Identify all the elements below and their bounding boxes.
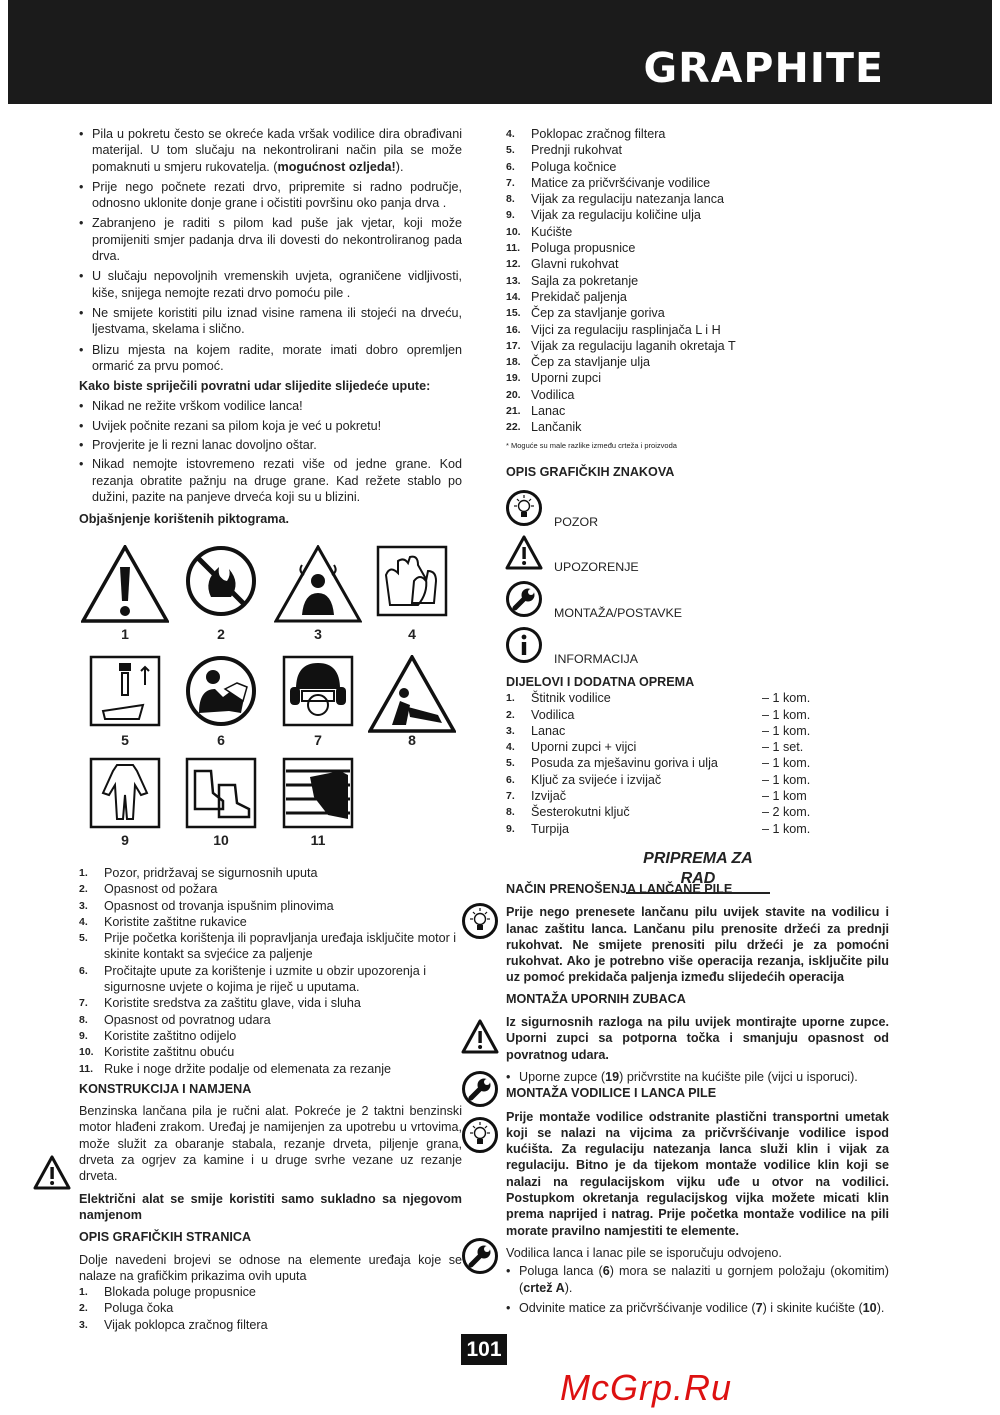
- wrench-icon: [505, 580, 545, 620]
- item-number: 2.: [506, 708, 515, 721]
- list-item: 4. Poklopac zračnog filtera: [506, 127, 666, 141]
- right-column-lower: [506, 881, 889, 1316]
- pictogram-heading: Objašnjenje korištenih piktograma.: [79, 512, 289, 527]
- sign-label: INFORMACIJA: [554, 652, 638, 666]
- list-item: • Prije nego počnete rezati drvo, pripremite si radno područje, odnosno uklonite donje grane i očistiti površinu oko panja drva .: [79, 179, 462, 212]
- item-number: 20.: [506, 388, 521, 401]
- sign-item: [505, 534, 639, 578]
- pictogram: [81, 545, 169, 642]
- brand-logo: GRAPHITE: [643, 44, 884, 92]
- list-item: [506, 739, 889, 755]
- list-item: [506, 755, 889, 771]
- wrench-icon: [461, 1070, 499, 1108]
- construction-text: Benzinska lančana pila je ručni alat. Pokreće je 2 taktni benzinski motor hlađeni zrakom. Uređaj je namijenjen za upotrebu u vrtovima, može služit za obaranje stabala, rezanje drveta, piljenje grana, drveta za ogrjev za kamine i u druge svrhe vezane uz rezanje drveta.: [79, 1104, 462, 1184]
- watermark: McGrp.Ru: [560, 1367, 733, 1408]
- warning-exclamation-icon: [81, 545, 169, 625]
- left-column-lower: [79, 865, 462, 1333]
- list-item: 14. Prekidač paljenja: [506, 289, 627, 304]
- quantity: – 2 kom.: [762, 805, 811, 820]
- page-header: [8, 0, 992, 104]
- list-item: 15. Čep za stavljanje goriva: [506, 306, 665, 321]
- safety-boots-icon: [185, 757, 257, 829]
- list-item: • Zabranjeno je raditi s pilom kad puše jak vjetar, koji može promijeniti smjer padanja drva ili dovesti do nekontroliranog pada drva.: [79, 215, 462, 264]
- safety-bullets: [79, 126, 462, 374]
- lightbulb-icon: [505, 489, 545, 529]
- pictogram-number: 5: [121, 732, 129, 748]
- item-number: 8.: [79, 1013, 88, 1026]
- list-item: 6. Pročitajte upute za korištenje i uzmite u obzir upozorenja i sigurnosne uvjete o kojima je riječ u uputama.: [79, 963, 427, 995]
- list-item: 10. Kućište: [506, 224, 573, 239]
- pictogram: [282, 655, 354, 748]
- pictogram-number: 8: [408, 732, 416, 748]
- item-number: 3.: [79, 899, 88, 912]
- item-number: 1.: [506, 692, 515, 705]
- item-number: 9.: [79, 1029, 88, 1042]
- item-number: 7.: [79, 997, 88, 1010]
- pictogram: [89, 757, 161, 848]
- lightbulb-icon: [461, 1116, 499, 1154]
- list-item: 2. Poluga čoka: [79, 1301, 174, 1316]
- bar-bullets: [506, 1263, 889, 1316]
- bar-text: Prije montaže vodilice odstranite plastični transportni umetak koji se nalazi na vijcima za pričvršćivanje vodilice ispod kućišta. Za regulaciju natezanja lanca služi klin i vijak za regulaciju. Bitno je da tijekom montaže vodilice klin koji se nalazi na regulacijskom vijku uđe u otvor na vodilici. Postupkom okretanja regulacijskog vijka možete micati klin prema naprijed i natrag. Prije početka montaže vodilice na pili morate pravilno namjestiti te elemente.: [506, 1109, 889, 1238]
- list-item: 1. Blokada poluge propusnice: [79, 1285, 256, 1300]
- list-item: • Odvinite matice za pričvršćivanje vodilice (7) i skinite kućište (10).: [506, 1300, 889, 1316]
- list-item: • Uvijek počnite rezani sa pilom koja je već u pokretu!: [79, 418, 462, 434]
- pictogram-number: 4: [408, 626, 416, 642]
- list-item: 18. Čep za stavljanje ulja: [506, 355, 651, 370]
- spikes-text: Iz sigurnosnih razloga na pilu uvijek montirajte uporne zupce. Uporni zupci sa potporna točka i smanjuju opasnost od povratnog udara.: [506, 1015, 889, 1062]
- item-number: 6.: [506, 773, 515, 786]
- list-item: 9. Vijak za regulaciju količine ulja: [506, 208, 701, 223]
- construction-warning: Električni alat se smije koristiti samo sukladno sa njegovom namjenom: [79, 1191, 462, 1222]
- list-item: 16. Vijci za regulaciju rasplinjača L i H: [506, 322, 721, 337]
- list-item: 5. Prednji rukohvat: [506, 143, 623, 158]
- pictogram: [376, 545, 448, 642]
- pictogram-number: 2: [217, 626, 225, 642]
- list-item: [506, 821, 889, 837]
- item-number: 19.: [506, 372, 521, 385]
- quantity: – 1 kom.: [762, 756, 811, 771]
- footnote: * Moguće su male razlike između crteža i proizvoda: [506, 440, 677, 450]
- item-name: Vodilica: [531, 707, 575, 722]
- kickback-icon: [368, 655, 456, 735]
- item-number: 4.: [79, 915, 88, 928]
- list-item: 20. Vodilica: [506, 387, 575, 402]
- item-number: 13.: [506, 274, 521, 287]
- list-item: • Ne smijete koristiti pilu iznad visine ramena ili stojeći na drveću, ljestvama, skelama i slično.: [79, 305, 462, 338]
- item-number: 10.: [79, 1046, 94, 1059]
- list-item: • Uporne zupce (19) pričvrstite na kućište pile (vijci u isporuci).: [506, 1069, 889, 1085]
- page-number: 101: [461, 1334, 507, 1365]
- item-number: 15.: [506, 307, 521, 320]
- list-item: 12. Glavni rukohvat: [506, 257, 619, 272]
- pictogram-number: 3: [314, 626, 322, 642]
- spikes-bullets: [506, 1069, 889, 1085]
- list-item: 3. Opasnost od trovanja ispušnim plinovima: [79, 898, 334, 913]
- quantity: – 1 kom.: [762, 772, 811, 787]
- item-number: 3.: [506, 724, 515, 737]
- pictogram: [89, 655, 161, 748]
- item-name: Uporni zupci + vijci: [531, 740, 637, 755]
- pictogram-number: 9: [121, 832, 129, 848]
- item-number: 11.: [506, 242, 521, 255]
- quantity: – 1 kom: [762, 789, 807, 804]
- pictogram-number: 11: [310, 832, 326, 848]
- warning-triangle-icon: [33, 1154, 71, 1192]
- sign-item: [505, 626, 638, 670]
- item-number: 5.: [506, 144, 515, 157]
- parts-list-continued: [506, 126, 889, 436]
- item-number: 7.: [506, 176, 515, 189]
- list-item: 3. Vijak poklopca zračnog filtera: [79, 1317, 268, 1332]
- list-item: • Provjerite je li rezni lanac dovoljno oštar.: [79, 437, 462, 453]
- item-number: 8.: [506, 193, 515, 206]
- graphic-pages-heading: OPIS GRAFIČKIH STRANICA: [79, 1230, 252, 1245]
- list-item: • Blizu mjesta na kojem radite, morate imati dobro opremljen ormarić za prvu pomoć.: [79, 342, 462, 375]
- item-number: 5.: [506, 757, 515, 770]
- item-number: 9.: [506, 209, 515, 222]
- item-name: Posuda za mješavinu goriva i ulja: [531, 756, 718, 771]
- protective-suit-icon: [89, 757, 161, 829]
- item-number: 6.: [79, 964, 88, 977]
- item-number: 6.: [506, 160, 515, 173]
- parts-list-start: [79, 1284, 462, 1333]
- list-item: 19. Uporni zupci: [506, 371, 601, 386]
- disconnect-spark-plug-icon: [89, 655, 161, 727]
- toxic-fumes-icon: [274, 545, 362, 625]
- gloves-icon: [376, 545, 448, 617]
- item-number: 4.: [506, 128, 515, 140]
- item-number: 1.: [79, 1286, 88, 1299]
- pictogram-list: [79, 865, 462, 1077]
- pictogram: [185, 655, 257, 748]
- equipment-heading: DIJELOVI I DODATNA OPREMA: [506, 675, 695, 689]
- kickback-bullets: [79, 398, 462, 505]
- equipment-section: [506, 674, 889, 837]
- info-icon: [505, 626, 545, 666]
- item-number: 21.: [506, 405, 521, 418]
- item-number: 14.: [506, 290, 521, 303]
- list-item: • Nikad ne režite vrškom vodilice lanca!: [79, 398, 462, 414]
- list-item: • U slučaju nepovoljnih vremenskih uvjeta, ograničene vidljivosti, kiše, snijega nemojte rezati drvo pomoću pile .: [79, 268, 462, 301]
- item-number: 5.: [79, 932, 88, 945]
- carry-heading: NAČIN PRENOŠENJA LANČANE PILE: [506, 882, 733, 896]
- item-number: 10.: [506, 225, 521, 238]
- list-item: 8. Opasnost od povratnog udara: [79, 1012, 271, 1027]
- quantity: – 1 kom.: [762, 691, 811, 706]
- lightbulb-icon: [461, 902, 499, 940]
- quantity: – 1 set.: [762, 740, 804, 755]
- pictogram-number: 7: [314, 732, 322, 748]
- right-column: [506, 126, 889, 480]
- construction-heading: KONSTRUKCIJA I NAMJENA: [79, 1081, 252, 1096]
- sign-label: MONTAŽA/POSTAVKE: [554, 606, 683, 620]
- head-protection-icon: [282, 655, 354, 727]
- list-item: 22. Lančanik: [506, 420, 582, 435]
- item-number: 2.: [79, 883, 88, 896]
- item-number: 2.: [79, 1302, 88, 1315]
- equipment-list: [506, 690, 889, 837]
- carry-text: Prije nego prenesete lančanu pilu uvijek stavite na vodilicu i lanac zaštitu lanca. Lančanu pilu prenosite držeći za prednji rukohvat. Ne smijete prenositi pilu držeći je za pomoćni rukohvat. Ako je potrebno više operacija rezanja, isključite pilu uz pomoć prekidača paljenja između slijedećih operacija: [506, 905, 889, 985]
- list-item: 8. Vijak za regulaciju natezanja lanca: [506, 192, 724, 207]
- list-item: [506, 707, 889, 723]
- wrench-icon: [461, 1237, 499, 1275]
- graphic-pages-text: Dolje navedeni brojevi se odnose na elemente uređaja koje se nalaze na grafičkim prikazima ovih uputa: [79, 1252, 462, 1283]
- pictogram-number: 6: [217, 732, 225, 748]
- list-item: 7. Koristite sredstva za zaštitu glave, vida i sluha: [79, 996, 361, 1011]
- list-item: [506, 690, 889, 706]
- list-item: 9. Koristite zaštitno odijelo: [79, 1028, 237, 1043]
- item-number: 9.: [506, 822, 515, 835]
- list-item: 11. Ruke i noge držite podalje od elemenata za rezanje: [79, 1061, 392, 1076]
- list-item: [506, 804, 889, 820]
- list-item: 17. Vijak za regulaciju laganih okretaja T: [506, 338, 736, 353]
- pictogram: [282, 757, 354, 848]
- list-item: 1. Pozor, pridržavaj se sigurnosnih uputa: [79, 866, 318, 880]
- item-number: 7.: [506, 790, 515, 803]
- warning-triangle-icon: [505, 534, 545, 574]
- item-name: Izvijač: [531, 789, 566, 804]
- item-number: 8.: [506, 806, 515, 819]
- item-number: 17.: [506, 339, 521, 352]
- read-manual-icon: [185, 655, 257, 727]
- list-item: [506, 723, 889, 739]
- left-column: [79, 126, 462, 528]
- prep-title: PRIPREMA ZA RAD: [626, 849, 770, 894]
- list-item: 13. Sajla za pokretanje: [506, 273, 639, 288]
- item-number: 16.: [506, 323, 521, 336]
- list-item: 5. Prije početka korištenja ili popravljanja uređaja isključite motor i skinite kontakt sa svjećice za paljenje: [79, 931, 457, 962]
- item-number: 11.: [79, 1062, 94, 1075]
- spikes-heading: MONTAŽA UPORNIH ZUBACA: [506, 991, 686, 1006]
- item-number: 22.: [506, 421, 521, 434]
- item-number: 18.: [506, 356, 521, 369]
- list-item: [506, 788, 889, 804]
- list-item: 11. Poluga propusnice: [506, 241, 636, 256]
- item-number: 3.: [79, 1318, 88, 1331]
- bar-heading: MONTAŽA VODILICE I LANCA PILE: [506, 1086, 717, 1101]
- pictogram-number: 1: [121, 626, 129, 642]
- item-number: 1.: [79, 867, 88, 879]
- warning-triangle-icon: [461, 1018, 499, 1056]
- item-name: Ključ za svijeće i izvijač: [531, 772, 662, 787]
- list-item: 7. Matice za pričvršćivanje vodilice: [506, 175, 711, 190]
- bar-note: Vodilica lanca i lanac pile se isporučuju odvojeno.: [506, 1245, 782, 1260]
- list-item: 21. Lanac: [506, 404, 566, 419]
- list-item: [506, 772, 889, 788]
- sign-item: [505, 489, 599, 533]
- sign-item: [505, 580, 683, 624]
- item-name: Šesterokutni ključ: [531, 805, 630, 820]
- quantity: – 1 kom.: [762, 707, 811, 722]
- quantity: – 1 kom.: [762, 821, 811, 836]
- list-item: 4. Koristite zaštitne rukavice: [79, 914, 247, 929]
- quantity: – 1 kom.: [762, 723, 811, 738]
- list-item: • Pila u pokretu često se okreće kada vršak vodilice dira obrađivani materijal. U tom slučaju na nekontrolirani način pila se može pomaknuti u smjeru rukovatelja. (mogućnost ozljeda!).: [79, 126, 462, 175]
- pictogram: [368, 655, 456, 748]
- list-item: 2. Opasnost od požara: [79, 882, 218, 897]
- item-number: 4.: [506, 741, 515, 754]
- kickback-heading: Kako biste spriječili povratni udar slijedite slijedeće upute:: [79, 379, 431, 394]
- no-fire-icon: [185, 545, 257, 617]
- sign-label: POZOR: [554, 515, 599, 529]
- sign-label: UPOZORENJE: [554, 560, 639, 574]
- list-item: 10. Koristite zaštitnu obuću: [79, 1045, 235, 1060]
- pictogram: [274, 545, 362, 642]
- item-name: Štitnik vodilice: [531, 691, 611, 706]
- list-item: • Nikad nemojte istovremeno rezati više od jedne grane. Kod rezanja obratite pažnju na druge grane. Kad režete stablo po dužini, pazite na panjeve drveća koji su u blizini.: [79, 456, 462, 505]
- item-name: Lanac: [531, 723, 566, 738]
- item-number: 12.: [506, 258, 521, 271]
- list-item: • Poluga lanca (6) mora se nalaziti u gornjem položaju (okomitim) (crtež A).: [506, 1263, 889, 1296]
- item-name: Turpija: [531, 821, 570, 836]
- pictogram: [185, 545, 257, 642]
- list-item: 6. Poluga kočnice: [506, 159, 617, 174]
- pictogram-number: 10: [213, 832, 229, 848]
- pictogram: [185, 757, 257, 848]
- signs-heading: OPIS GRAFIČKIH ZNAKOVA: [506, 464, 675, 479]
- keep-hands-away-icon: [282, 757, 354, 829]
